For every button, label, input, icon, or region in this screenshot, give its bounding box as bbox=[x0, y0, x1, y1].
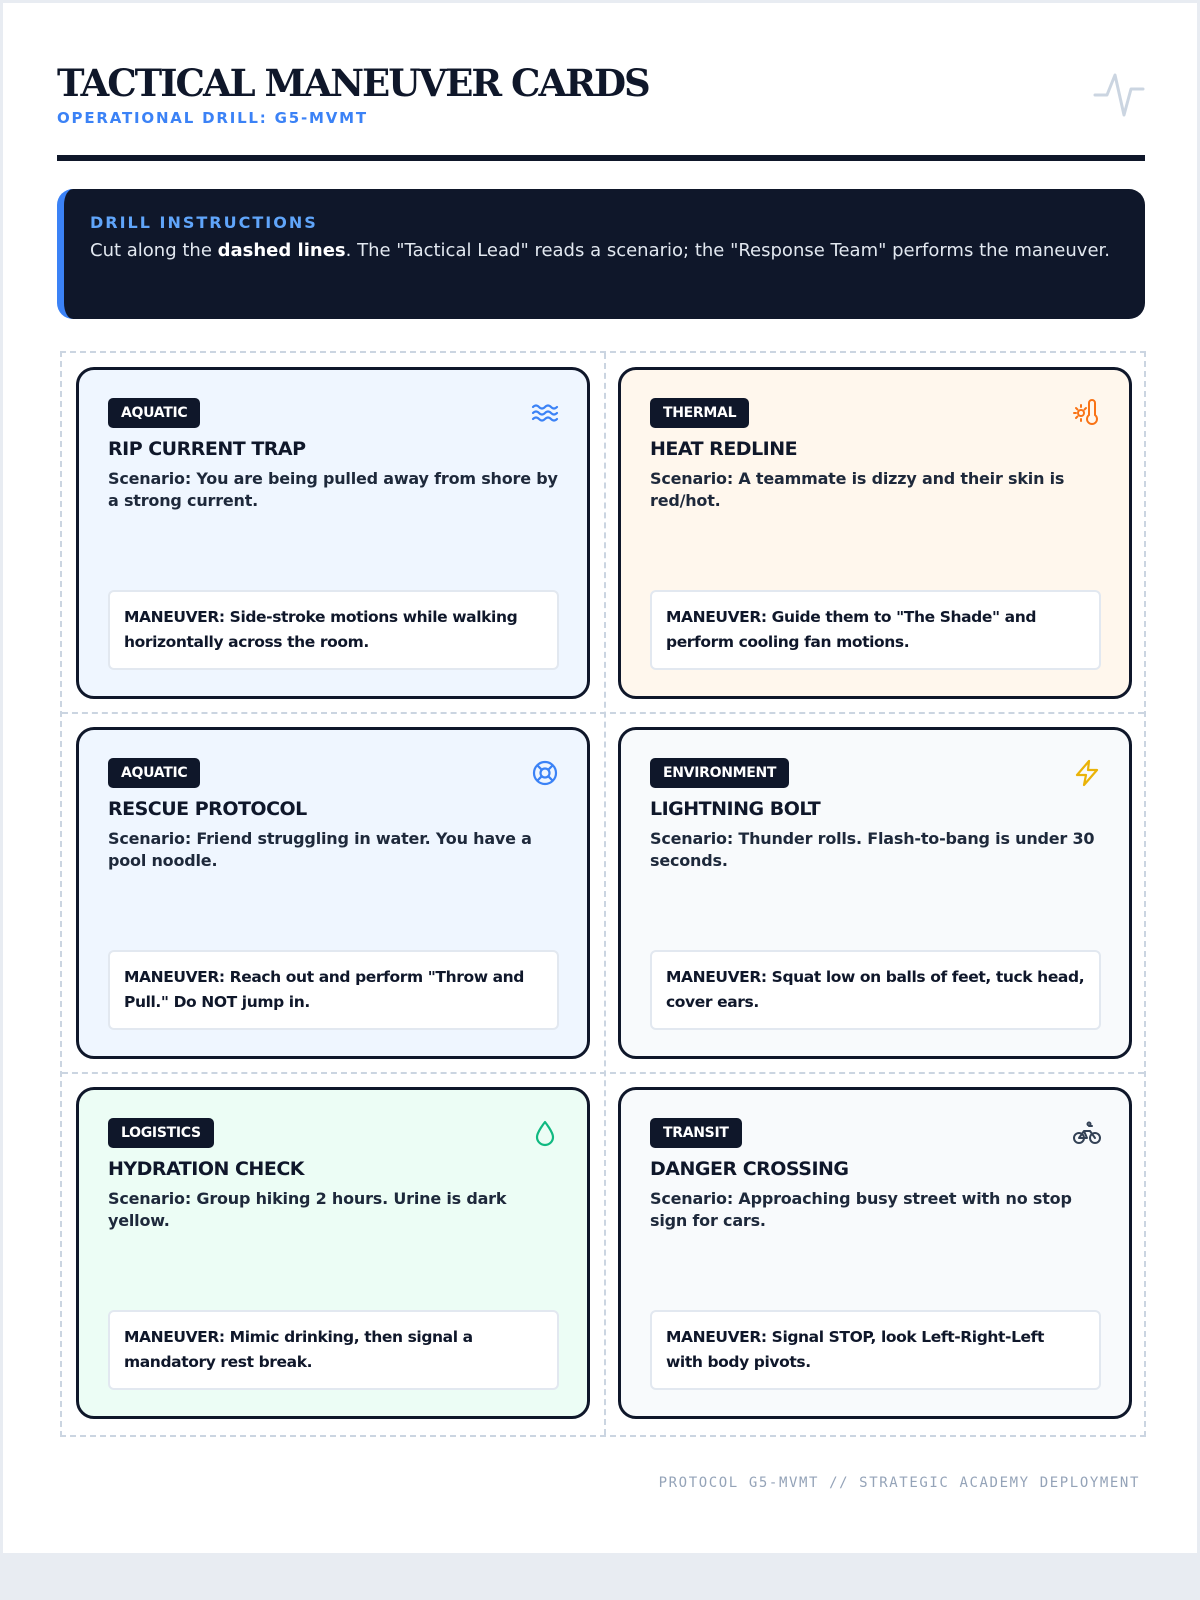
instructions-text-after: . The "Tactical Lead" reads a scenario; the "Response Team" performs the maneuver. bbox=[345, 240, 1110, 261]
instructions-text bbox=[90, 237, 1119, 265]
pulse-icon bbox=[1093, 67, 1145, 123]
worksheet-page bbox=[3, 3, 1197, 1553]
cut-line-horizontal bbox=[62, 712, 1144, 714]
card-scenario: Scenario: Friend struggling in water. You have a pool noodle. bbox=[108, 829, 532, 870]
waves-icon bbox=[530, 398, 560, 428]
card-maneuver: MANEUVER: Reach out and perform "Throw and Pull." Do NOT jump in. bbox=[108, 950, 559, 1030]
instructions-text-bold: dashed lines bbox=[217, 240, 346, 261]
maneuver-card bbox=[618, 727, 1132, 1059]
header-divider bbox=[57, 155, 1145, 161]
card-maneuver: MANEUVER: Side-stroke motions while walking horizontally across the room. bbox=[108, 590, 559, 670]
bicycle-icon bbox=[1072, 1118, 1102, 1148]
category-badge: TRANSIT bbox=[650, 1118, 742, 1148]
card-maneuver: MANEUVER: Squat low on balls of feet, tuck head, cover ears. bbox=[650, 950, 1101, 1030]
page-subtitle: OPERATIONAL DRILL: G5-MVMT bbox=[57, 109, 368, 127]
lightning-bolt-icon bbox=[1072, 758, 1102, 788]
maneuver-card bbox=[76, 367, 590, 699]
card-maneuver: MANEUVER: Mimic drinking, then signal a mandatory rest break. bbox=[108, 1310, 559, 1390]
cut-line-vertical bbox=[604, 353, 606, 1435]
card-maneuver: MANEUVER: Signal STOP, look Left-Right-Left with body pivots. bbox=[650, 1310, 1101, 1390]
instructions-title: DRILL INSTRUCTIONS bbox=[90, 213, 318, 232]
page-header bbox=[57, 61, 1145, 127]
category-badge: ENVIRONMENT bbox=[650, 758, 789, 788]
category-badge: AQUATIC bbox=[108, 398, 200, 428]
maneuver-card bbox=[76, 1087, 590, 1419]
category-badge: THERMAL bbox=[650, 398, 749, 428]
category-badge: LOGISTICS bbox=[108, 1118, 214, 1148]
maneuver-card bbox=[618, 367, 1132, 699]
maneuver-card bbox=[618, 1087, 1132, 1419]
life-buoy-icon bbox=[530, 758, 560, 788]
instructions-text-before: Cut along the bbox=[90, 240, 218, 261]
thermometer-sun-icon bbox=[1072, 398, 1102, 428]
card-scenario: Scenario: You are being pulled away from shore by a strong current. bbox=[108, 469, 558, 510]
category-badge: AQUATIC bbox=[108, 758, 200, 788]
page-title: TACTICAL MANEUVER CARDS bbox=[57, 61, 649, 105]
card-title: RIP CURRENT TRAP bbox=[108, 438, 306, 460]
card-scenario: Scenario: Group hiking 2 hours. Urine is dark yellow. bbox=[108, 1189, 507, 1230]
page-footer: PROTOCOL G5-MVMT // STRATEGIC ACADEMY DEPLOYMENT bbox=[658, 1475, 1140, 1491]
card-title: HEAT REDLINE bbox=[650, 438, 798, 460]
instructions-panel bbox=[57, 189, 1145, 319]
card-scenario: Scenario: A teammate is dizzy and their skin is red/hot. bbox=[650, 469, 1065, 510]
card-title: DANGER CROSSING bbox=[650, 1158, 849, 1180]
card-cut-grid bbox=[60, 351, 1146, 1437]
card-title: HYDRATION CHECK bbox=[108, 1158, 304, 1180]
card-title: RESCUE PROTOCOL bbox=[108, 798, 307, 820]
maneuver-card bbox=[76, 727, 590, 1059]
cut-line-horizontal bbox=[62, 1072, 1144, 1074]
card-title: LIGHTNING BOLT bbox=[650, 798, 821, 820]
card-maneuver: MANEUVER: Guide them to "The Shade" and perform cooling fan motions. bbox=[650, 590, 1101, 670]
card-scenario: Scenario: Approaching busy street with no stop sign for cars. bbox=[650, 1189, 1072, 1230]
card-scenario: Scenario: Thunder rolls. Flash-to-bang is under 30 seconds. bbox=[650, 829, 1095, 870]
water-drop-icon bbox=[530, 1118, 560, 1148]
